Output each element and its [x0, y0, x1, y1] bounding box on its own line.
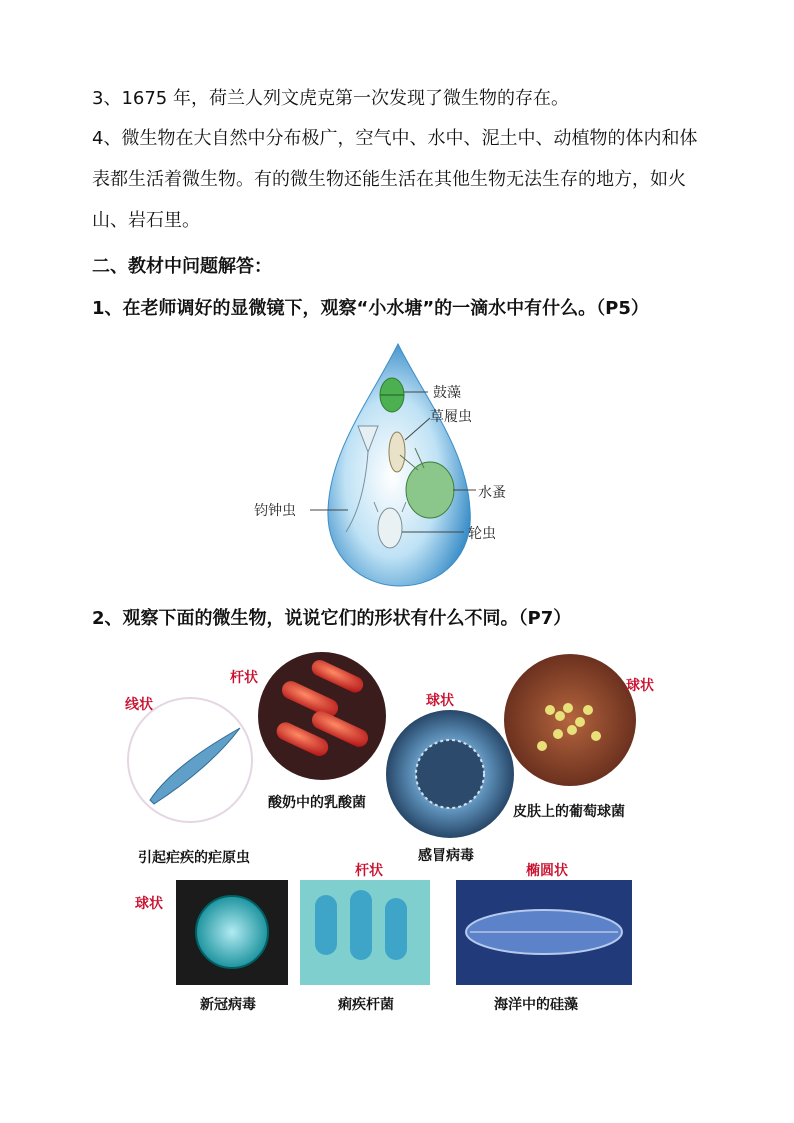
shape-label-influenza: 球状 — [426, 693, 454, 709]
caption-dysentery: 痢疾杆菌 — [338, 997, 394, 1013]
caption-covid: 新冠病毒 — [200, 997, 256, 1013]
caption-diatom: 海洋中的硅藻 — [494, 997, 578, 1013]
label-vorticella: 钧钟虫 — [254, 503, 296, 519]
water-flea-organism — [406, 462, 454, 518]
shape-label-diatom: 椭圆状 — [526, 863, 568, 879]
label-paramecium: 草履虫 — [430, 409, 472, 425]
section-heading: 二、教材中问题解答： — [92, 256, 272, 277]
caption-influenza: 感冒病毒 — [418, 848, 474, 864]
label-rotifer: 轮虫 — [468, 526, 496, 542]
question-2: 2、观察下面的微生物，说说它们的形状有什么不同。（P7） — [92, 608, 572, 629]
label-desmid: 鼓藻 — [433, 385, 461, 401]
staphylococcus-image — [504, 654, 636, 786]
paramecium-organism — [389, 432, 405, 472]
microbe-shapes-figure — [110, 650, 690, 1030]
caption-staphylococcus: 皮肤上的葡萄球菌 — [513, 804, 625, 820]
caption-malaria: 引起疟疾的疟原虫 — [138, 850, 250, 866]
water-drop-figure — [250, 340, 520, 590]
shape-label-lactobacillus: 杆状 — [230, 670, 258, 686]
microbe-illustrations — [110, 650, 690, 1030]
caption-lactobacillus: 酸奶中的乳酸菌 — [268, 795, 366, 811]
fact-item-4: 4、微生物在大自然中分布极广，空气中、水中、泥土中、动植物的体内和体表都生活着微生物。有的微生物还能生活在其他生物无法生存的地方，如火山、岩石里。 — [92, 128, 698, 231]
shape-label-malaria: 线状 — [125, 697, 153, 713]
water-drop-illustration — [250, 340, 520, 590]
shape-label-staphylococcus: 球状 — [626, 678, 654, 694]
shape-label-dysentery: 杆状 — [355, 863, 383, 879]
shape-label-covid: 球状 — [135, 896, 163, 912]
fact-item-3: 3、1675 年，荷兰人列文虎克第一次发现了微生物的存在。 — [92, 88, 569, 109]
question-1: 1、在老师调好的显微镜下，观察“小水塘”的一滴水中有什么。（P5） — [92, 298, 649, 319]
rotifer-organism — [378, 508, 402, 548]
label-water-flea: 水蚤 — [478, 485, 506, 501]
